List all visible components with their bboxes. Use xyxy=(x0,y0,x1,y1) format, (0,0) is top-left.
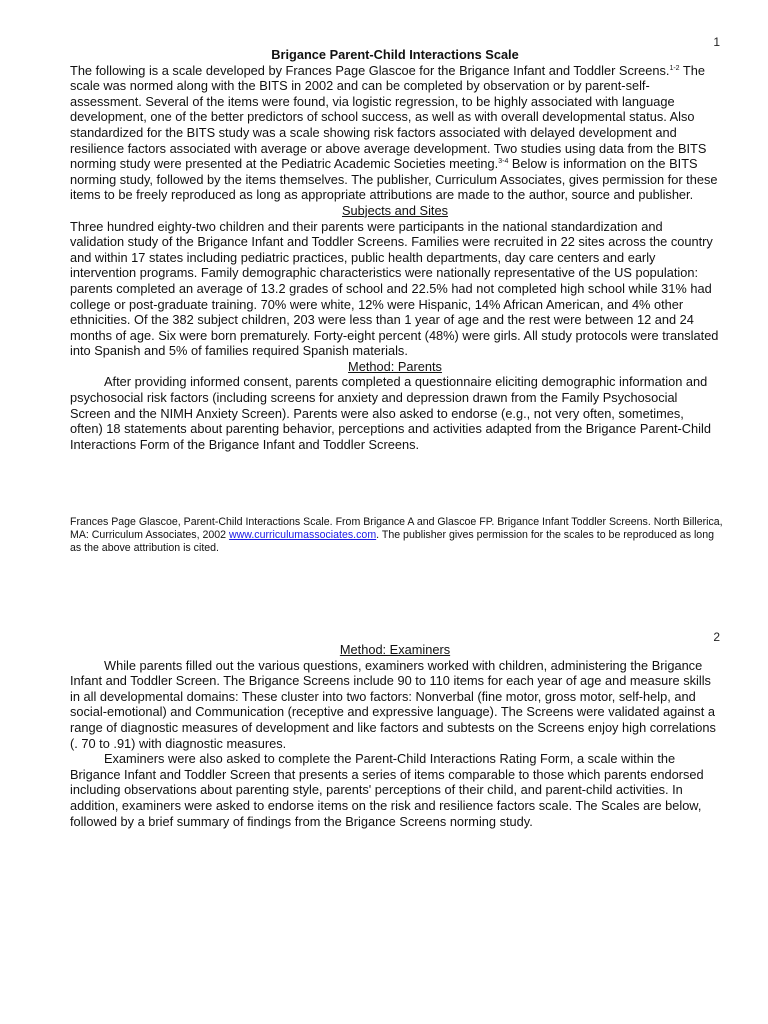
examiners-paragraph-2: Examiners were also asked to complete the Parent-Child Interactions Rating Form, a scale within the Brigance Infant and Toddler Screen that presents a series of items comparable to those which parents endorsed including observations about parenting style, parents' perceptions of their child, and parent-child activities. In addition, examiners were asked to endorse items on the risk and resilience factors scale. The Scales are below, followed by a brief summary of findings from the Brigance Screens norming study. xyxy=(70,751,704,829)
page-1-body xyxy=(70,47,720,452)
page-number: 2 xyxy=(713,630,720,644)
citation-superscript-2: 3-4 xyxy=(498,158,509,166)
page-2-body xyxy=(70,642,720,829)
attribution-footnote xyxy=(70,516,725,556)
citation-superscript-1: 1-2 xyxy=(669,64,680,72)
page-2 xyxy=(0,620,768,1024)
method-examiners-heading: Method: Examiners xyxy=(339,642,451,657)
examiners-paragraph-1: While parents filled out the various questions, examiners worked with children, administering the Brigance Infant and Toddler Screen. The Brigance Screens include 90 to 110 items for each year of age and measure skills in all developmental domains: These cluster into two factors: Nonverbal (fine motor, gross motor, self-help, and social-emotional) and Communication (receptive and expressive language). The Screens were validated against a range of diagnostic measures of development and like factors and subtests on the Screens enjoy high correlations (. 70 to .91) with diagnostic measures. xyxy=(70,657,716,751)
method-parents-paragraph: After providing informed consent, parents completed a questionnaire eliciting demographic information and psychosocial risk factors (including screens for anxiety and depression drawn from the Family Psychosocial Screen and the NIMH Anxiety Screen). Parents were also asked to endorse (e.g., not very often, sometimes, often) 18 statements about parenting behavior, perceptions and activities adapted from the Brigance Parent-Child Interactions Form of the Brigance Infant and Toddler Screens. xyxy=(70,374,711,452)
intro-text-part-3: Below is information on the BITS norming study, followed by the items themselves. The publisher, Curriculum Associates, gives permission for these items to be freely reproduced as long as appropriate attributions are made to the author, source and publisher. xyxy=(70,156,718,203)
intro-text-part-1: The following is a scale developed by Frances Page Glascoe for the Brigance Infant and Toddler Screens. xyxy=(70,62,670,78)
curriculum-associates-link[interactable]: www.curriculumassociates.com xyxy=(228,529,377,542)
document-title: Brigance Parent-Child Interactions Scale xyxy=(271,47,519,62)
intro-text-part-2: The scale was normed along with the BITS in 2002 and can be completed by observation or by parent-self-assessment. Several of the items were found, via logistic regression, to be highly associated with language development, one of the better predictors of school success, as well as with overall developmental status. Also standardized for the BITS study was a scale showing risk factors associated with delayed development and resilience factors associated with average or above average development. Two studies using data from the BITS norming study were presented at the Pediatric Academic Societies meeting. xyxy=(70,62,707,172)
subjects-and-sites-heading: Subjects and Sites xyxy=(342,202,448,218)
page-number: 1 xyxy=(713,35,720,49)
footnote-text-part-2: . The publisher gives permission for the scales to be reproduced as long as the above attribution is cited. xyxy=(70,529,714,555)
intro-paragraph xyxy=(70,63,720,203)
footnote-text-part-1: Frances Page Glascoe, Parent-Child Interactions Scale. From Brigance A and Glascoe FP. Brigance Infant Toddler Screens. North Billerica, MA: Curriculum Associates, 2002 xyxy=(70,516,723,542)
method-parents-heading: Method: Parents xyxy=(348,358,442,374)
subjects-paragraph: Three hundred eighty-two children and their parents were participants in the national standardization and validation study of the Brigance Infant and Toddler Screens. Families were recruited in 22 sites across the country and within 17 states including pediatric practices, public health departments, day care centers and early intervention programs. Family demographic characteristics were nationally representative of the US population: parents completed an average of 13.2 grades of school and 22.5% had not completed high school while 31% had college or post-graduate training. 70% were white, 12% were Hispanic, 14% African American, and 4% other ethnicities. Of the 382 subject children, 203 were less than 1 year of age and the rest were between 12 and 24 months of age. Six were born prematurely. Forty-eight percent (48%) were girls. All study protocols were translated into Spanish and 5% of families required Spanish materials. xyxy=(70,218,719,359)
